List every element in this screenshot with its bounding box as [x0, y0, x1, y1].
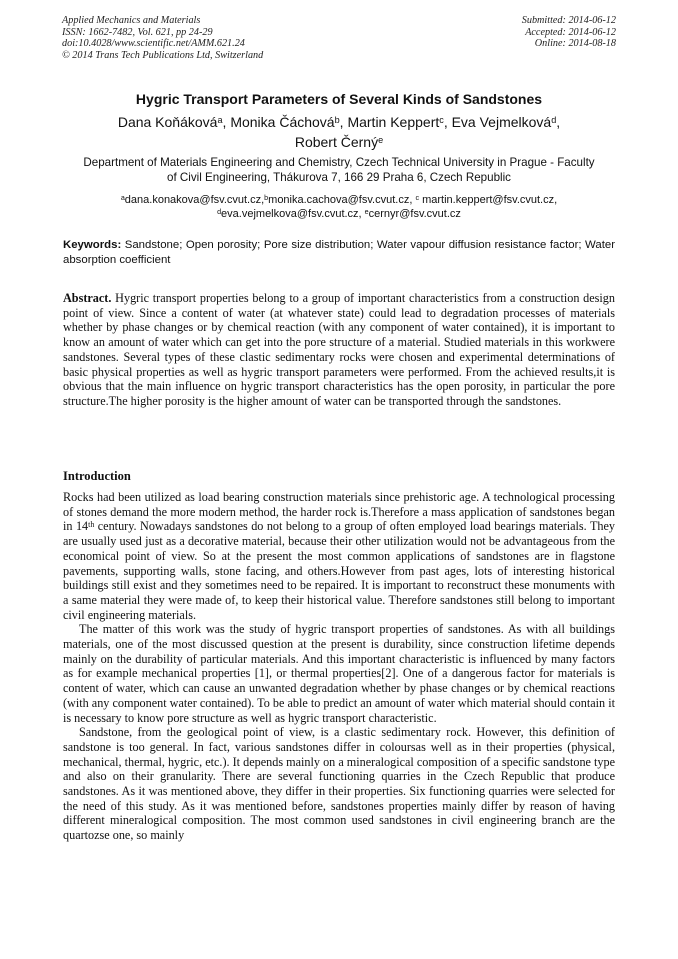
abstract-text: Hygric transport properties belong to a group of important characteristics from a construction design point of view. Since a content of water (at whatever state) could lead to degradation processes of materials whether by phase changes or by chemical reaction (with any component of water contained), it is important to know an amount of water which can get into the pore structure of a material. Studied materials in this workwere sandstones. Several types of these clastic sedimentary rocks were chosen and experimental determinations of basic physical properties as well as hygric transport parameters were performed. From the achieved results,it is obvious that the main influence on hygric transport characteristics has the open porosity, in particular the pore structure.The higher porosity is the higher amount of water can be transported through the sandstones.	[63, 291, 615, 408]
abstract-label: Abstract.	[63, 291, 112, 305]
journal-header-left	[62, 15, 263, 61]
affiliation-line: of Civil Engineering, Thákurova 7, 166 29 Praha 6, Czech Republic	[167, 171, 511, 184]
author: Dana Koňáková$^a$,	[117, 114, 231, 130]
keywords-text: Sandstone; Open porosity; Pore size distribution; Water vapour diffusion resistance factor; Water absorption coefficient	[63, 239, 615, 266]
email: $^c$ martin.keppert@fsv.cvut.cz,	[415, 193, 558, 206]
affiliation	[40, 155, 638, 185]
paragraph: The matter of this work was the study of hygric transport properties of sandstones. As with all buildings materials, one of the most discussed question at the present is durability, since construction lifetime depends mainly on the durability of particular materials. And this important characteristic is influenced by many factors as for example mechanical properties [1], or thermal properties[2]. One of a dangerous factor for materials is content of water, which can cause an unwanted degradation whether by phase changes or by chemical reactions (with any component water contained). To be able to predict an amount of water which material should contain it is necessary to know pore structure as well as hygric transport characteristic.	[63, 622, 615, 725]
paper-title: Hygric Transport Parameters of Several Kinds of Sandstones	[135, 91, 543, 107]
email-list	[40, 193, 638, 221]
email: $^e$cernyr@fsv.cvut.cz	[364, 207, 461, 220]
author-list	[40, 112, 638, 152]
copyright-line: © 2014 Trans Tech Publications Ltd, Switzerland	[62, 49, 264, 61]
doi-line: doi:10.4028/www.scientific.net/AMM.621.24	[62, 38, 245, 50]
email: $^b$monika.cachova@fsv.cvut.cz,	[264, 193, 413, 206]
journal-header-right	[522, 15, 616, 50]
author: Robert Černý$^e$	[294, 134, 384, 150]
submitted-date: Submitted: 2014-06-12	[521, 15, 616, 26]
online-date: Online: 2014-08-18	[534, 38, 616, 50]
keywords	[63, 238, 615, 268]
affiliation-line: Department of Materials Engineering and Chemistry, Czech Technical University in Prague - Faculty	[83, 156, 595, 169]
issn-line: ISSN: 1662-7482, Vol. 621, pp 24-29	[62, 26, 213, 38]
author: Monika Čáchová$^b$,	[230, 114, 348, 130]
accepted-date: Accepted: 2014-06-12	[525, 26, 616, 38]
paragraph: Rocks had been utilized as load bearing construction materials since prehistoric age. A technological processing of stones demand the more modern method, the harder rock is.Therefore a mass application of sandstones began in 14th century. Nowadays sandstones do not belong to a group of often employed load bearings materials. They are usually used just as a decorative material, because their other utilization would not be advantageous from the economical point of view. So at the present the most common applications of sandstones are in flagstone pavements, supporting walls, stone facing, and others.However from past ages, lots of interesting historical buildings still exist and they sometimes need to be repaired. It is important to reconstruct these monuments with a same material they were made of, to keep their historical value. Therefore sandstones still belong to important civil engineering materials.	[63, 490, 616, 622]
keywords-label: Keywords:	[63, 239, 122, 251]
paragraph: Sandstone, from the geological point of view, is a clastic sedimentary rock. However, this definition of sandstone is too general. In fact, various sandstones differ in coloursas well as in their properties (physical, mechanical, thermal, hygric, etc.). It depends mainly on a mineralogical composition of a specific sandstone type and also on their granularity. There are several functioning quarries in the Czech Republic that produce sandstones. As it was mentioned above, they differ in their properties. Six functioning quarries were selected for the need of this study. As it was mentioned before, sandstones properties mainly differ by reason of having different mineralogical composition. The most common used sandstones in civil engineering branch are the quartozse one, so mainly	[63, 725, 615, 843]
introduction-body	[63, 490, 615, 843]
email: $^d$eva.vejmelkova@fsv.cvut.cz,	[217, 207, 362, 220]
author: Martin Keppert$^c$,	[347, 114, 452, 130]
journal-name: Applied Mechanics and Materials	[62, 15, 201, 26]
author: Eva Vejmelková$^d$,	[451, 114, 561, 130]
section-heading-introduction: Introduction	[63, 469, 131, 483]
email: $^a$dana.konakova@fsv.cvut.cz,	[120, 193, 265, 206]
abstract	[63, 291, 615, 409]
